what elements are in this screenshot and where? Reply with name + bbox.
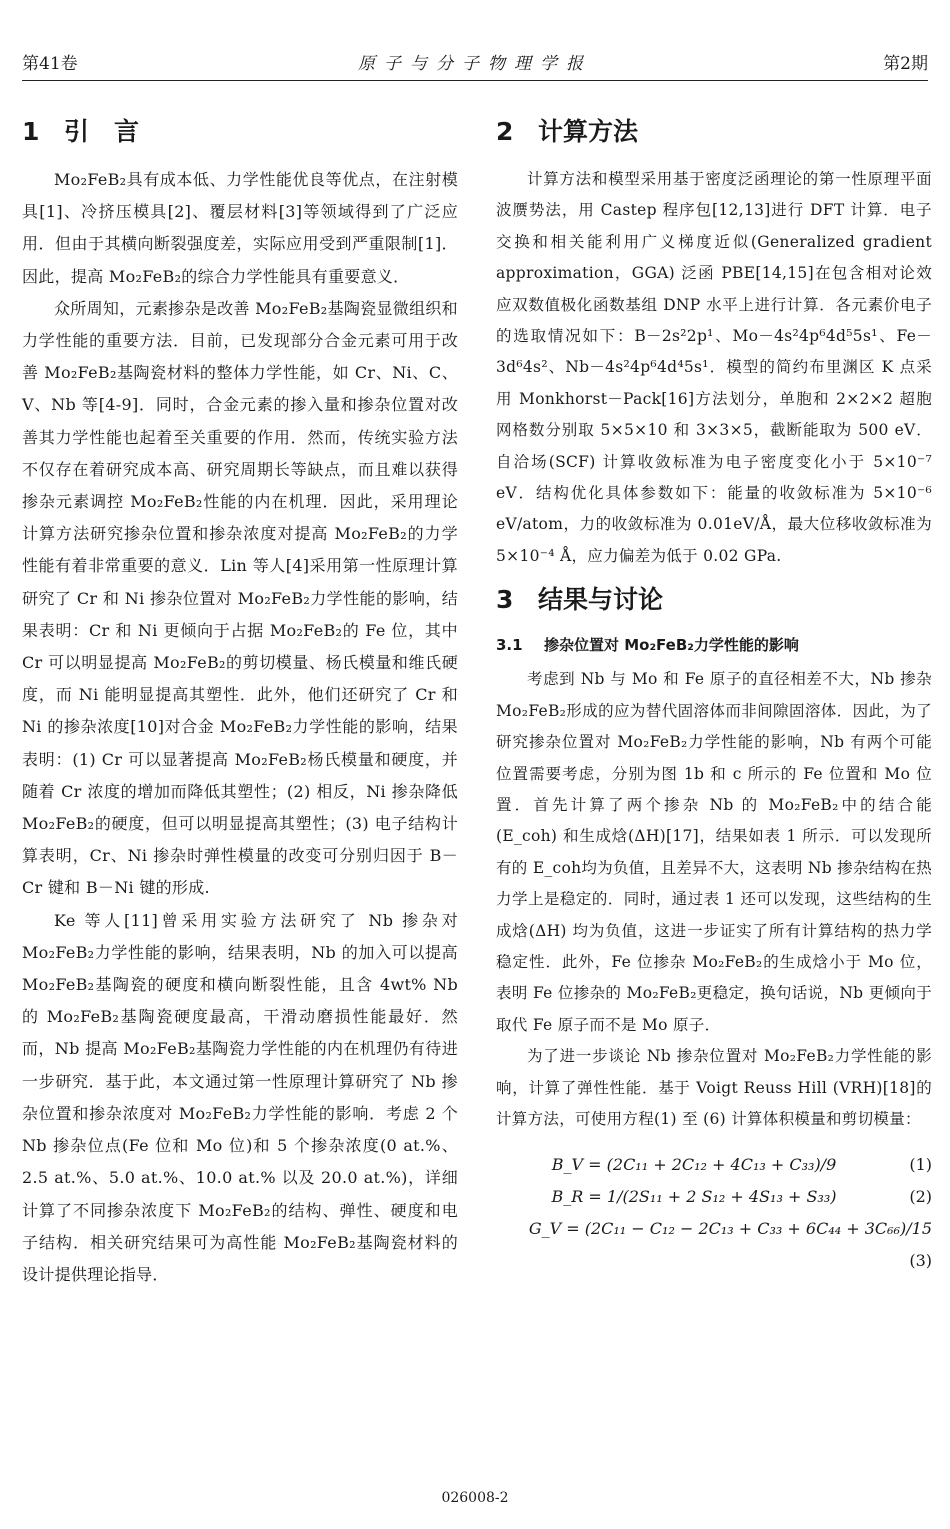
paragraph: 考虑到 Nb 与 Mo 和 Fe 原子的直径相差不大，Nb 掺杂 Mo₂FeB₂形成的应为替代固溶体而非间隙固溶体．因此，为了研究掺杂位置对 Mo₂FeB₂力学性能的影响，Nb 有两个可能位置需要考虑，分别为图 1b 和 c 所示的 Fe 位置和 Mo 位置．首先计算了两个掺杂 Nb 的 Mo₂FeB₂中的结合能(E_coh) 和生成焓(ΔH)[17]，结果如表 1 所示．可以发现所有的 E_coh均为负值，且差异不大，这表明 Nb 掺杂结构在热力学上是稳定的．同时，通过表 1 还可以发现，这些结构的生成焓(ΔH) 均为负值，这进一步证实了所有计算结构的热力学稳定性．此外，Fe 位掺杂 Mo₂FeB₂的生成焓小于 Mo 位，表明 Fe 位掺杂的 Mo₂FeB₂更稳定，换句话说，Nb 更倾向于取代 Fe 原子而不是 Mo 原子． [496,670,932,1034]
equation-number-row [496,1245,932,1277]
equation-number: (1) [909,1155,932,1175]
subsection-title: 掺杂位置对 Mo₂FeB₂力学性能的影响 [544,636,799,655]
subsection-3-1-heading [496,632,932,658]
volume-label: 第41卷 [22,54,78,74]
section-title: 结果与讨论 [538,585,664,615]
paragraph: Ke 等人[11]曾采用实验方法研究了 Nb 掺杂对 Mo₂FeB₂力学性能的影响，结果表明，Nb 的加入可以提高 Mo₂FeB₂基陶瓷的硬度和横向断裂性能，且含 4wt% Nb 的 Mo₂FeB₂基陶瓷硬度最高，干滑动磨损性能最好．然而，Nb 提高 Mo₂FeB₂基陶瓷力学性能的内在机理仍有待进一步研究．基于此，本文通过第一性原理计算研究了 Nb 掺杂位置和掺杂浓度对 Mo₂FeB₂力学性能的影响．考虑 2 个 Nb 掺杂位点(Fe 位和 Mo 位)和 5 个掺杂浓度(0 at.%、2.5 at.%、5.0 at.%、10.0 at.% 以及 20.0 at.%)，详细计算了不同掺杂浓度下 Mo₂FeB₂的结构、弹性、硬度和电子结构．相关研究结果可为高性能 Mo₂FeB₂基陶瓷材料的设计提供理论指导． [22,910,458,1284]
equation-block [496,1149,932,1277]
section-title: 引 言 [64,117,140,146]
page-id: 026008-2 [441,1490,509,1506]
running-header [22,52,928,80]
right-column [496,112,932,1277]
journal-title: 原子与分子物理学报 [358,54,592,74]
section-2-heading [496,112,932,152]
equation [496,1181,932,1213]
equation-formula: G_V = (2C₁₁ − C₁₂ − 2C₁₃ + C₃₃ + 6C₄₄ + 3C₆₆)/15 [528,1219,932,1239]
equation [496,1213,932,1245]
paragraph: 为了进一步谈论 Nb 掺杂位置对 Mo₂FeB₂力学性能的影响，计算了弹性性能．基于 Voigt Reuss Hill (VRH)[18]的计算方法，可使用方程(1) 至 (6) 计算体积模量和剪切模量： [496,1047,932,1128]
equation-formula: B_R = 1/(2S₁₁ + 2 S₁₂ + 4S₁₃ + S₃₃) [551,1187,837,1207]
equation-formula: B_V = (2C₁₁ + 2C₁₂ + 4C₁₃ + C₃₃)/9 [551,1155,837,1175]
header-divider [22,80,928,81]
paragraph: Mo₂FeB₂具有成本低、力学性能优良等优点，在注射模具[1]、冷挤压模具[2]、覆层材料[3]等领域得到了广泛应用．但由于其横向断裂强度差，实际应用受到严重限制[1]．因此，提高 Mo₂FeB₂的综合力学性能具有重要意义． [22,170,458,286]
equation-number: (2) [909,1187,932,1207]
section-title: 计算方法 [538,117,639,146]
paragraph: 众所周知，元素掺杂是改善 Mo₂FeB₂基陶瓷显微组织和力学性能的重要方法．目前，已发现部分合金元素可用于改善 Mo₂FeB₂基陶瓷材料的整体力学性能，如 Cr、Ni、C、V、Nb 等[4-9]．同时，合金元素的掺入量和掺杂位置对改善其力学性能也起着至关重要的作用．然而，传统实验方法不仅存在着研究成本高、研究周期长等缺点，而且难以获得掺杂元素调控 Mo₂FeB₂性能的内在机理．因此，采用理论计算方法研究掺杂位置和掺杂浓度对提高 Mo₂FeB₂的力学性能有着非常重要的意义．Lin 等人[4]采用第一性原理计算研究了 Cr 和 Ni 掺杂位置对 Mo₂FeB₂力学性能的影响，结果表明：Cr 和 Ni 更倾向于占据 Mo₂FeB₂的 Fe 位，其中 Cr 可以明显提高 Mo₂FeB₂的剪切模量、杨氏模量和维氏硬度，而 Ni 能明显提高其塑性．此外，他们还研究了 Cr 和 Ni 的掺杂浓度[10]对合金 Mo₂FeB₂力学性能的影响，结果表明：(1) Cr 可以显著提高 Mo₂FeB₂杨氏模量和硬度，并随着 Cr 浓度的增加而降低其塑性；(2) 相反，Ni 掺杂降低 Mo₂FeB₂的硬度，但可以明显提高其塑性；(3) 电子结构计算表明，Cr、Ni 掺杂时弹性模量的改变可分别归因于 B－Cr 键和 B－Ni 键的形成. [22,298,458,898]
subsection-number: 3.1 [496,636,523,655]
section-number: 1 [22,117,40,146]
section-3-heading [496,580,932,620]
section-number: 2 [496,117,514,146]
page-footer [0,1490,950,1506]
equation-number: (3) [909,1251,932,1271]
section-1-heading [22,112,458,152]
issue-label: 第2期 [883,54,928,74]
paragraph: 计算方法和模型采用基于密度泛函理论的第一性原理平面波赝势法，用 Castep 程序包[12,13]进行 DFT 计算．电子交换和相关能利用广义梯度近似(Generalized gradient approximation，GGA) 泛函 PBE[14,15]在包含相对论效应双数值极化函数基组 DNP 水平上进行计算．各元素价电子的选取情况如下：B－2s²2p¹、Mo－4s²4p⁶4d⁵5s¹、Fe－3d⁶4s²、Nb－4s²4p⁶4d⁴5s¹．模型的简约布里渊区 K 点采用 Monkhorst－Pack[16]方法划分，单胞和 2×2×2 超胞网格数分别取 5×5×10 和 3×3×5，截断能取为 500 eV．自洽场(SCF) 计算收敛标准为电子密度变化小于 5×10⁻⁷ eV．结构优化具体参数如下：能量的收敛标准为 5×10⁻⁶ eV/atom，力的收敛标准为 0.01eV/Å，最大位移收敛标准为 5×10⁻⁴ Å，应力偏差为低于 0.02 GPa. [496,170,932,565]
equation [496,1149,932,1181]
section-number: 3 [496,585,514,615]
left-column [22,112,458,1291]
